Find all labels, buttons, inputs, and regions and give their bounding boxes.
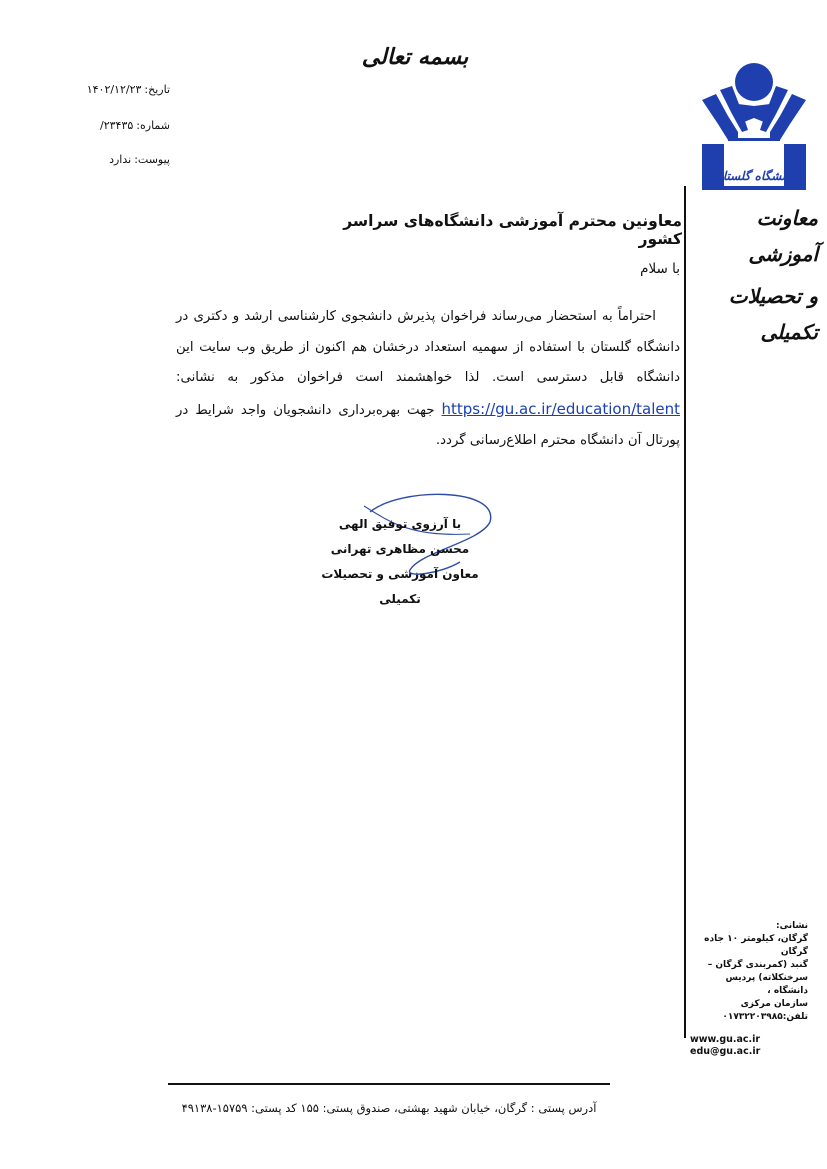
attachment-value: ندارد: [109, 153, 132, 166]
letter-body: [176, 302, 680, 457]
postal-address: آدرس پستی : گرگان، خیابان شهید بهشتی، صندوق پستی: ۱۵۵ کد پستی: ۱۵۷۵۹-۴۹۱۳۸: [181, 1101, 597, 1115]
number-value: ۲۳۴۳۵/: [100, 119, 134, 132]
web-contact: [690, 1034, 808, 1058]
address-block: [690, 920, 808, 1024]
website-link[interactable]: www.gu.ac.ir: [690, 1034, 761, 1045]
date-value: ۱۴۰۲/۱۲/۲۳: [86, 83, 142, 96]
university-logo: [698, 60, 810, 192]
signature-block: [300, 512, 500, 612]
address-label: نشانی:: [775, 921, 808, 931]
footer-divider: [168, 1083, 610, 1085]
vertical-divider: [684, 186, 686, 1038]
bismillah-heading: بسمه تعالی: [361, 44, 469, 70]
attachment-label: پیوست:: [134, 153, 170, 166]
letter-attachment: [60, 153, 170, 166]
phone-number: تلفن:۰۱۷۳۲۲۰۳۹۸۵: [722, 1012, 808, 1022]
address-line-2: گنبد (کمربندی گرگان –: [707, 960, 808, 970]
address-line-1: گرگان، کیلومتر ۱۰ جاده گرگان: [704, 934, 808, 957]
department-title: [700, 200, 818, 350]
address-line-4: سازمان مرکزی: [740, 999, 808, 1009]
letter-number: [60, 119, 170, 132]
logo-caption: دانشگاه گلستان: [714, 169, 794, 183]
signatory-title: معاون آموزشی و تحصیلات تکمیلی: [321, 567, 479, 606]
date-label: تاریخ:: [144, 83, 170, 96]
letter-date: [60, 83, 170, 96]
number-label: شماره:: [136, 119, 170, 132]
talent-link[interactable]: https://gu.ac.ir/education/talent: [441, 399, 680, 418]
department-line-2: و تحصیلات تکمیلی: [728, 284, 818, 344]
body-text-part-2: جهت بهره‌برداری دانشجویان واجد شرایط در پورتال آن دانشگاه محترم اطلاع‌رسانی گردد.: [176, 402, 680, 448]
body-text-part-1: احتراماً به استحضار می‌رساند فراخوان پذیرش دانشجوی کارشناسی ارشد و دکتری در دانشگاه گلستان با استفاده از سهمیه استعداد درخشان هم اکنون از طریق وب سایت این دانشگاه قابل دسترسی است. لذا خواهشمند است فراخوان مذکور به نشانی:: [176, 309, 680, 385]
department-line-1: معاونت آموزشی: [748, 206, 818, 266]
greeting: با سلام: [640, 261, 680, 277]
recipient-line: معاونین محترم آموزشی دانشگاه‌های سراسر کشور: [343, 212, 682, 248]
closing-line: با آرزوی توفیق الهی: [338, 517, 462, 531]
address-line-3: سرخنکلاته) پردیس دانشگاه ،: [725, 973, 808, 996]
email-link[interactable]: edu@gu.ac.ir: [690, 1046, 761, 1057]
signatory-name: محسن مظاهری تهرانی: [330, 542, 470, 556]
